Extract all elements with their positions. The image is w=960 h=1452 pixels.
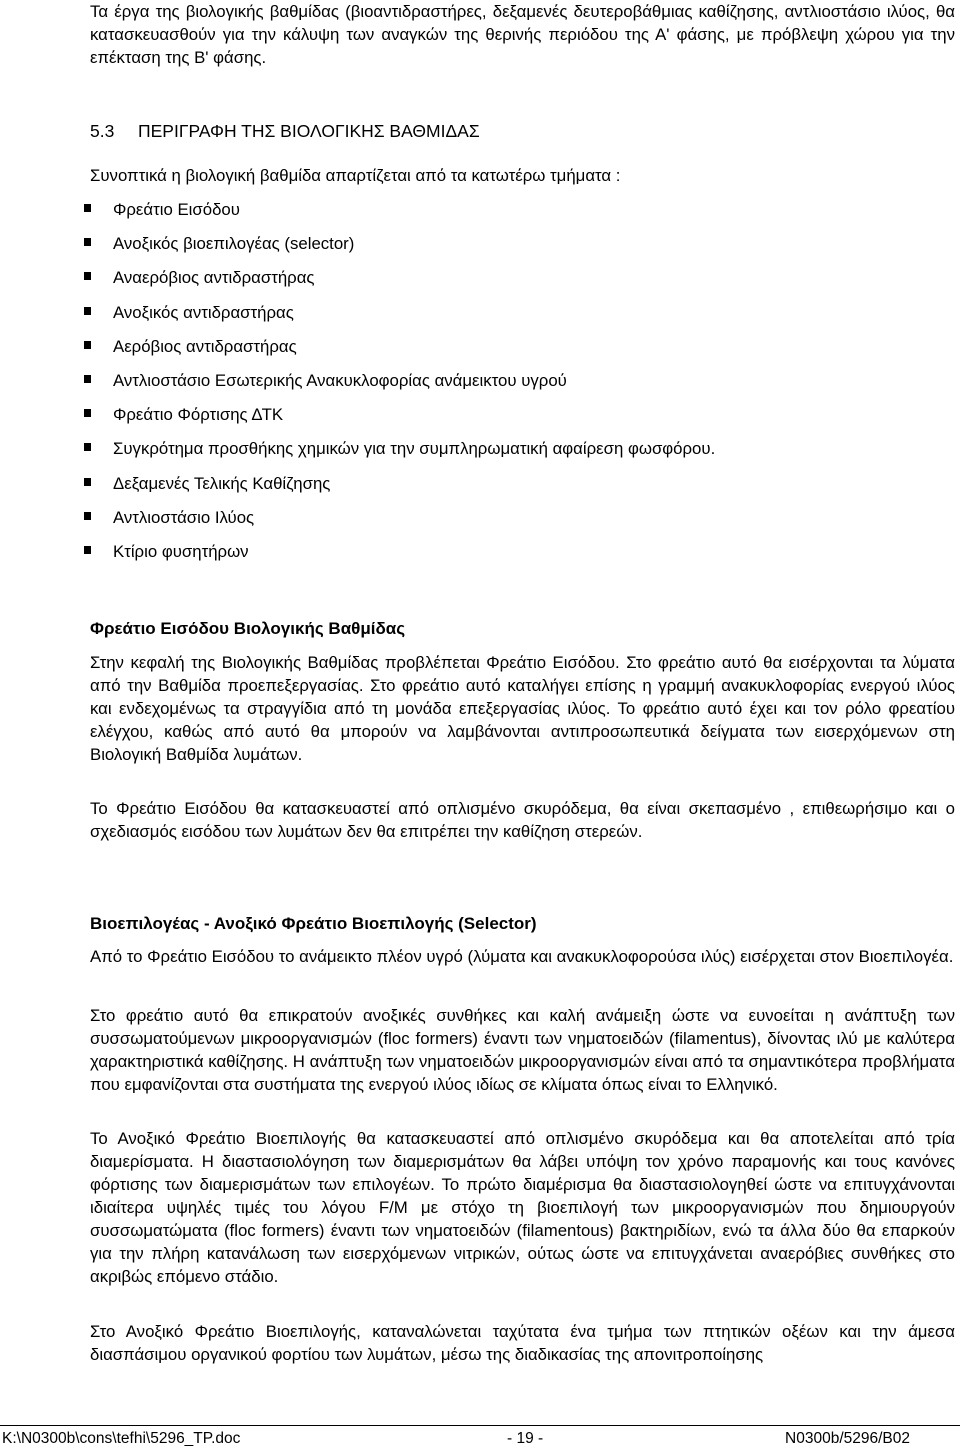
section-number: 5.3 xyxy=(90,121,115,141)
selector-paragraph-2: Στο φρεάτιο αυτό θα επικρατούν ανοξικές συνθήκες και καλή ανάμειξη ώστε να ευνοείται η ανάπτυξη των συσσωματούμενων μικροοργανισμών (floc formers) έναντι των νηματοειδών (filamentus), δίνοντας ιλύ με καλύτερα χαρακτηριστικά καθίζησης. Η ανάπτυξη των νηματοειδών μικροοργανισμών είναι από τα σημαντικότερα προβλήματα που εμφανίζονται στα συστήματα της ενεργού ιλύος ιδίως σε κλίματα όπως είναι το Ελληνικό. xyxy=(90,1006,955,1094)
list-item: Συγκρότημα προσθήκης χημικών για την συμπληρωματική αφαίρεση φωσφόρου. xyxy=(0,437,960,471)
bullet-square-icon xyxy=(84,512,91,520)
list-item: Ανοξικός αντιδραστήρας xyxy=(0,301,960,335)
list-item: Φρεάτιο Εισόδου xyxy=(0,198,960,232)
bullet-square-icon xyxy=(84,443,91,451)
inlet-heading: Φρεάτιο Εισόδου Βιολογικής Βαθμίδας xyxy=(90,619,406,638)
summary-text: Συνοπτικά η βιολογική βαθμίδα απαρτίζεται από τα κατωτέρω τμήματα : xyxy=(90,166,621,185)
bullet-square-icon xyxy=(84,341,91,349)
selector-heading: Βιοεπιλογέας - Ανοξικό Φρεάτιο Βιοεπιλογής (Selector) xyxy=(90,914,537,933)
section-title: ΠΕΡΙΓΡΑΦΗ ΤΗΣ ΒΙΟΛΟΓΙΚΗΣ ΒΑΘΜΙΔΑΣ xyxy=(138,121,480,141)
selector-paragraph-3: Το Ανοξικό Φρεάτιο Βιοεπιλογής θα κατασκευαστεί από οπλισμένο σκυρόδεμα και θα αποτελείται από τρία διαμερίσματα. Η διαστασιολόγηση των διαμερισμάτων θα λάβει υπόψη τον χρόνο παραμονής και τους κανόνες φόρτισης των διαμερισμάτων των επιλογέων. Το πρώτο διαμέρισμα θα διαστασιολογηθεί ώστε να επιτυγχάνονται ιδιαίτερα υψηλές τιμές του λόγου F/M με στόχο τη βιοεπιλογή των μικροοργανισμών που δημιουργούν συσσωματώματα (floc formers) έναντι των νηματοειδών (filamentous) βακτηριδίων, ενώ τα άλλα δύο θα επαρκούν για την πλήρη κατανάλωση των εισερχόμενων νιτρικών, ούτως ώστε να επιτυγχάνεται αναερόβιες συνθήκες στο ακριβώς επόμενο στάδιο. xyxy=(90,1129,955,1286)
intro-paragraph: Τα έργα της βιολογικής βαθμίδας (βιοαντιδραστήρες, δεξαμενές δευτεροβάθμιας καθίζησης, αντλιοστάσιο ιλύος, θα κατασκευασθούν για την κάλυψη των αναγκών της θερινής περιόδου της Α' φάσης, με πρόβλεψη χώρου για την επέκταση της Β' φάσης. xyxy=(90,2,955,67)
bullet-square-icon xyxy=(84,375,91,383)
bullet-square-icon xyxy=(84,546,91,554)
selector-paragraph-1: Από το Φρεάτιο Εισόδου το ανάμεικτο πλέον υγρό (λύματα και ανακυκλοφορούσα ιλύς) εισέρχεται στον Βιοεπιλογέα. xyxy=(90,947,954,966)
list-item: Κτίριο φυσητήρων xyxy=(0,540,960,574)
section-heading xyxy=(90,121,480,142)
list-item: Αντλιοστάσιο Εσωτερικής Ανακυκλοφορίας ανάμεικτου υγρού xyxy=(0,369,960,403)
list-item: Αναερόβιος αντιδραστήρας xyxy=(0,266,960,300)
list-item: Αερόβιος αντιδραστήρας xyxy=(0,335,960,369)
list-item: Δεξαμενές Τελικής Καθίζησης xyxy=(0,472,960,506)
page-footer xyxy=(0,1425,960,1452)
bullet-square-icon xyxy=(84,478,91,486)
bullet-square-icon xyxy=(84,238,91,246)
footer-document-code: N0300b/5296/B02 xyxy=(785,1430,910,1447)
bullet-square-icon xyxy=(84,204,91,212)
footer-file-path: K:\N0300b\cons\tefhi\5296_TP.doc xyxy=(2,1430,241,1447)
selector-paragraph-4: Στο Ανοξικό Φρεάτιο Βιοεπιλογής, καταναλώνεται ταχύτατα ένα τμήμα των πτητικών οξέων και την άμεσα διασπάσιμου οργανικού φορτίου των λυμάτων, μέσω της διαδικασίας της απονιτροποίησης xyxy=(90,1322,955,1364)
list-item: Ανοξικός βιοεπιλογέας (selector) xyxy=(0,232,960,266)
footer-page-number: - 19 - xyxy=(507,1430,544,1447)
inlet-paragraph-2: Το Φρεάτιο Εισόδου θα κατασκευαστεί από οπλισμένο σκυρόδεμα, θα είναι σκεπασμένο , επιθεωρήσιμο και ο σχεδιασμός εισόδου των λυμάτων δεν θα επιτρέπει την καθίζηση στερεών. xyxy=(90,799,955,841)
list-item: Αντλιοστάσιο Ιλύος xyxy=(0,506,960,540)
components-list xyxy=(0,198,960,574)
inlet-paragraph-1: Στην κεφαλή της Βιολογικής Βαθμίδας προβλέπεται Φρεάτιο Εισόδου. Στο φρεάτιο αυτό θα εισέρχονται τα λύματα από την Βαθμίδα προεπεξεργασίας. Στο φρεάτιο αυτό καταλήγει επίσης η γραμμή ανακυκλοφορίας ενεργού ιλύος και ενδεχομένως τα στραγγίδια από τη μονάδα επεξεργασίας ιλύος. Το φρεάτιο αυτό έχει και τον ρόλο φρεατίου ελέγχου, καθώς από αυτό θα μπορούν να λαμβάνονται αντιπροσωπευτικά δείγματα των εισερχόμενων στη Βιολογική Βαθμίδα λυμάτων. xyxy=(90,653,955,764)
bullet-square-icon xyxy=(84,409,91,417)
bullet-square-icon xyxy=(84,307,91,315)
list-item: Φρεάτιο Φόρτισης ΔΤΚ xyxy=(0,403,960,437)
bullet-square-icon xyxy=(84,272,91,280)
